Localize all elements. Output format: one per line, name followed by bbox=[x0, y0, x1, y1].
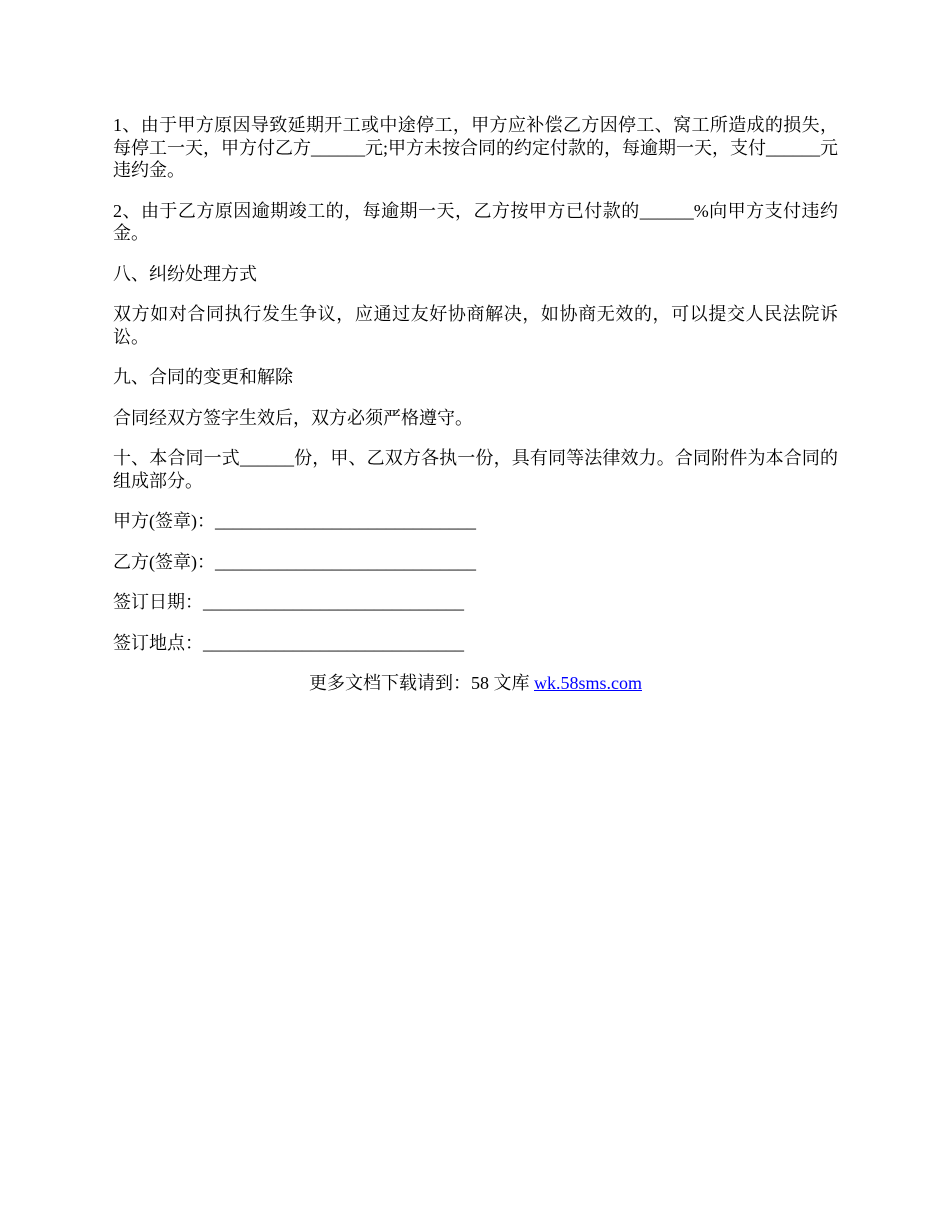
clause-delay-compensation: 1、由于甲方原因导致延期开工或中途停工，甲方应补偿乙方因停工、窝工所造成的损失，每停工一天，甲方付乙方______元;甲方未按合同的约定付款的，每逾期一天，支付______元违约金。 bbox=[113, 115, 838, 180]
signature-party-b: 乙方(签章)：_____________________________ bbox=[113, 551, 476, 572]
signing-place: 签订地点：_____________________________ bbox=[113, 632, 464, 653]
clause-overdue-completion: 2、由于乙方原因逾期竣工的，每逾期一天，乙方按甲方已付款的______%向甲方支付违约金。 bbox=[113, 200, 838, 243]
clause-dispute-resolution: 双方如对合同执行发生争议，应通过友好协商解决，如协商无效的，可以提交人民法院诉讼。 bbox=[113, 304, 838, 347]
clause-copies: 十、本合同一式______份，甲、乙双方各执一份，具有同等法律效力。合同附件为本合同的组成部分。 bbox=[113, 448, 838, 491]
signing-date: 签订日期：_____________________________ bbox=[113, 592, 464, 612]
document-page bbox=[113, 114, 838, 695]
section-heading-amendment: 九、合同的变更和解除 bbox=[113, 367, 293, 387]
footer-text: 更多文档下载请到：58 文库 bbox=[309, 673, 534, 693]
section-heading-dispute: 八、纠纷处理方式 bbox=[113, 263, 257, 284]
clause-amendment: 合同经双方签字生效后，双方必须严格遵守。 bbox=[113, 407, 473, 428]
footer-download-note bbox=[113, 672, 838, 695]
footer-link[interactable]: wk.58sms.com bbox=[534, 673, 642, 693]
signature-party-a: 甲方(签章)：_____________________________ bbox=[113, 511, 476, 531]
